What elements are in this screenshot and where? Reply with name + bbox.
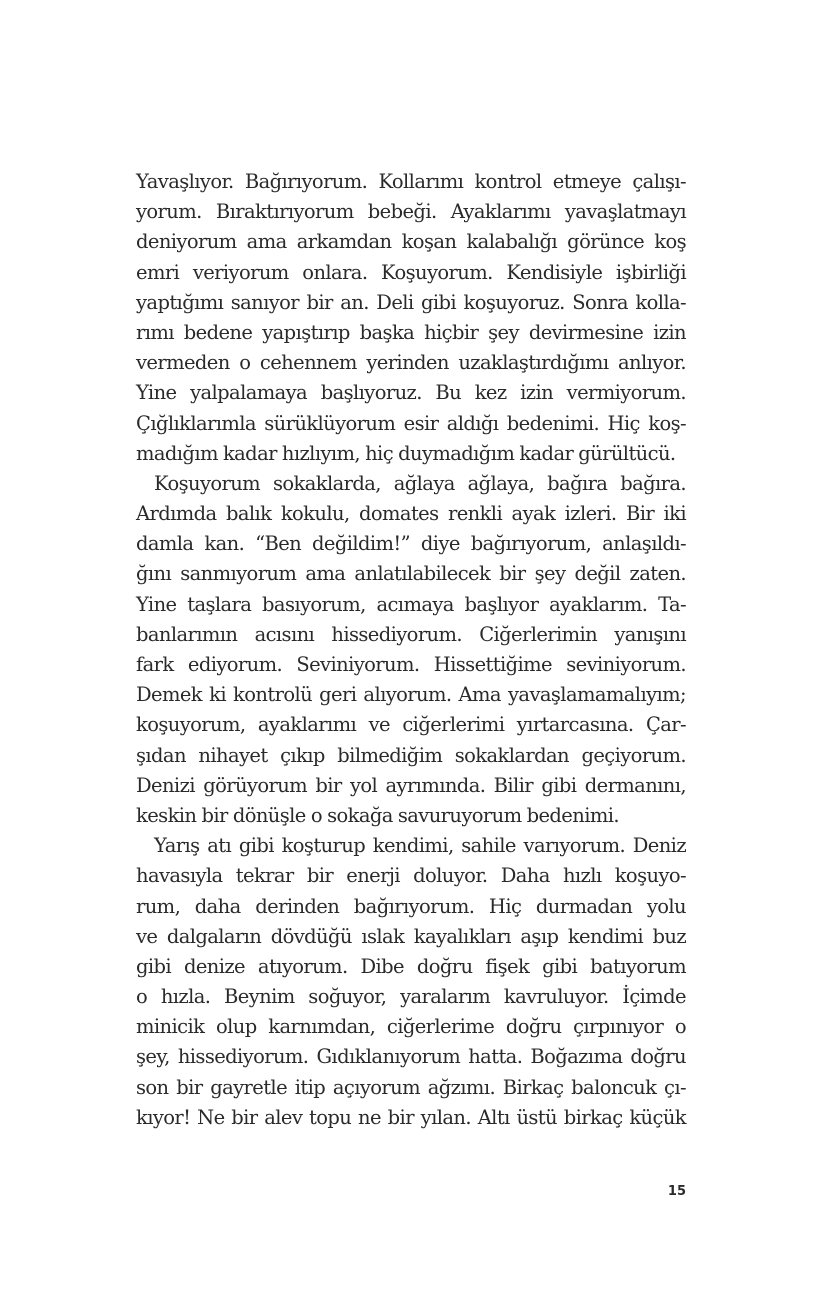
text-line: damla kan. “Ben değildim!” diye bağırıyorum, anlaşıldı-	[136, 532, 686, 556]
text-line: Ardımda balık kokulu, domates renkli ayak izleri. Bir iki	[136, 502, 686, 526]
body-text	[136, 167, 686, 1133]
text-line: vermeden o cehennem yerinden uzaklaştırdığımı anlıyor.	[136, 351, 686, 375]
text-line: o hızla. Beynim soğuyor, yaralarım kavruluyor. İçimde	[136, 985, 686, 1009]
text-line: yaptığımı sanıyor bir an. Deli gibi koşuyoruz. Sonra kolla-	[136, 290, 686, 314]
text-line: banlarımın acısını hissediyorum. Ciğerlerimin yanışını	[136, 622, 686, 646]
text-line: Denizi görüyorum bir yol ayrımında. Bilir gibi dermanını,	[136, 773, 686, 797]
text-line: rum, daha derinden bağırıyorum. Hiç durmadan yolu	[136, 894, 686, 918]
paragraph	[136, 167, 686, 469]
text-line: Yarış atı gibi koşturup kendimi, sahile varıyorum. Deniz	[154, 834, 686, 858]
text-line: emri veriyorum onlara. Koşuyorum. Kendisiyle işbirliği	[136, 260, 686, 284]
text-line: Çığlıklarımla sürüklüyorum esir aldığı bedenimi. Hiç koş-	[136, 411, 686, 435]
text-line: rımı bedene yapıştırıp başka hiçbir şey devirmesine izin	[136, 320, 686, 344]
text-line: Koşuyorum sokaklarda, ağlaya ağlaya, bağıra bağıra.	[154, 471, 686, 495]
text-line: Yavaşlıyor. Bağırıyorum. Kollarımı kontrol etmeye çalışı-	[136, 170, 686, 193]
text-line: Yine yalpalamaya başlıyoruz. Bu kez izin vermiyorum.	[136, 381, 686, 405]
text-line: son bir gayretle itip açıyorum ağzımı. Birkaç baloncuk çı-	[136, 1075, 686, 1099]
paragraph	[136, 831, 686, 1133]
text-line: havasıyla tekrar bir enerji doluyor. Daha hızlı koşuyo-	[136, 864, 686, 888]
text-line: şey, hissediyorum. Gıdıklanıyorum hatta. Boğazıma doğru	[136, 1045, 686, 1069]
text-line: ğını sanmıyorum ama anlatılabilecek bir şey değil zaten.	[136, 562, 686, 586]
text-line: keskin bir dönüşle o sokağa savuruyorum bedenimi.	[136, 803, 619, 827]
text-line: madığım kadar hızlıyım, hiç duymadığım kadar gürültücü.	[136, 441, 676, 465]
page-number: 15	[667, 1184, 686, 1199]
text-line: kıyor! Ne bir alev topu ne bir yılan. Altı üstü birkaç küçük	[136, 1105, 686, 1129]
text-line: yorum. Bıraktırıyorum bebeği. Ayaklarımı yavaşlatmayı	[136, 200, 686, 224]
text-line: şıdan nihayet çıkıp bilmediğim sokaklardan geçiyorum.	[136, 743, 686, 767]
text-line: Yine taşlara basıyorum, acımaya başlıyor ayaklarım. Ta-	[136, 592, 686, 616]
text-line: ve dalgaların dövdüğü ıslak kayalıkları aşıp kendimi buz	[136, 924, 686, 948]
text-line: minicik olup karnımdan, ciğerlerime doğru çırpınıyor o	[136, 1015, 686, 1039]
text-line: fark ediyorum. Seviniyorum. Hissettiğime seviniyorum.	[136, 653, 686, 676]
text-line: deniyorum ama arkamdan koşan kalabalığı görünce koş	[136, 230, 686, 254]
paragraph	[136, 469, 686, 831]
text-line: koşuyorum, ayaklarımı ve ciğerlerimi yırtarcasına. Çar-	[136, 713, 686, 737]
text-line: Demek ki kontrolü geri alıyorum. Ama yavaşlamamalıyım;	[136, 683, 686, 707]
text-line: gibi denize atıyorum. Dibe doğru fişek gibi batıyorum	[136, 954, 686, 978]
